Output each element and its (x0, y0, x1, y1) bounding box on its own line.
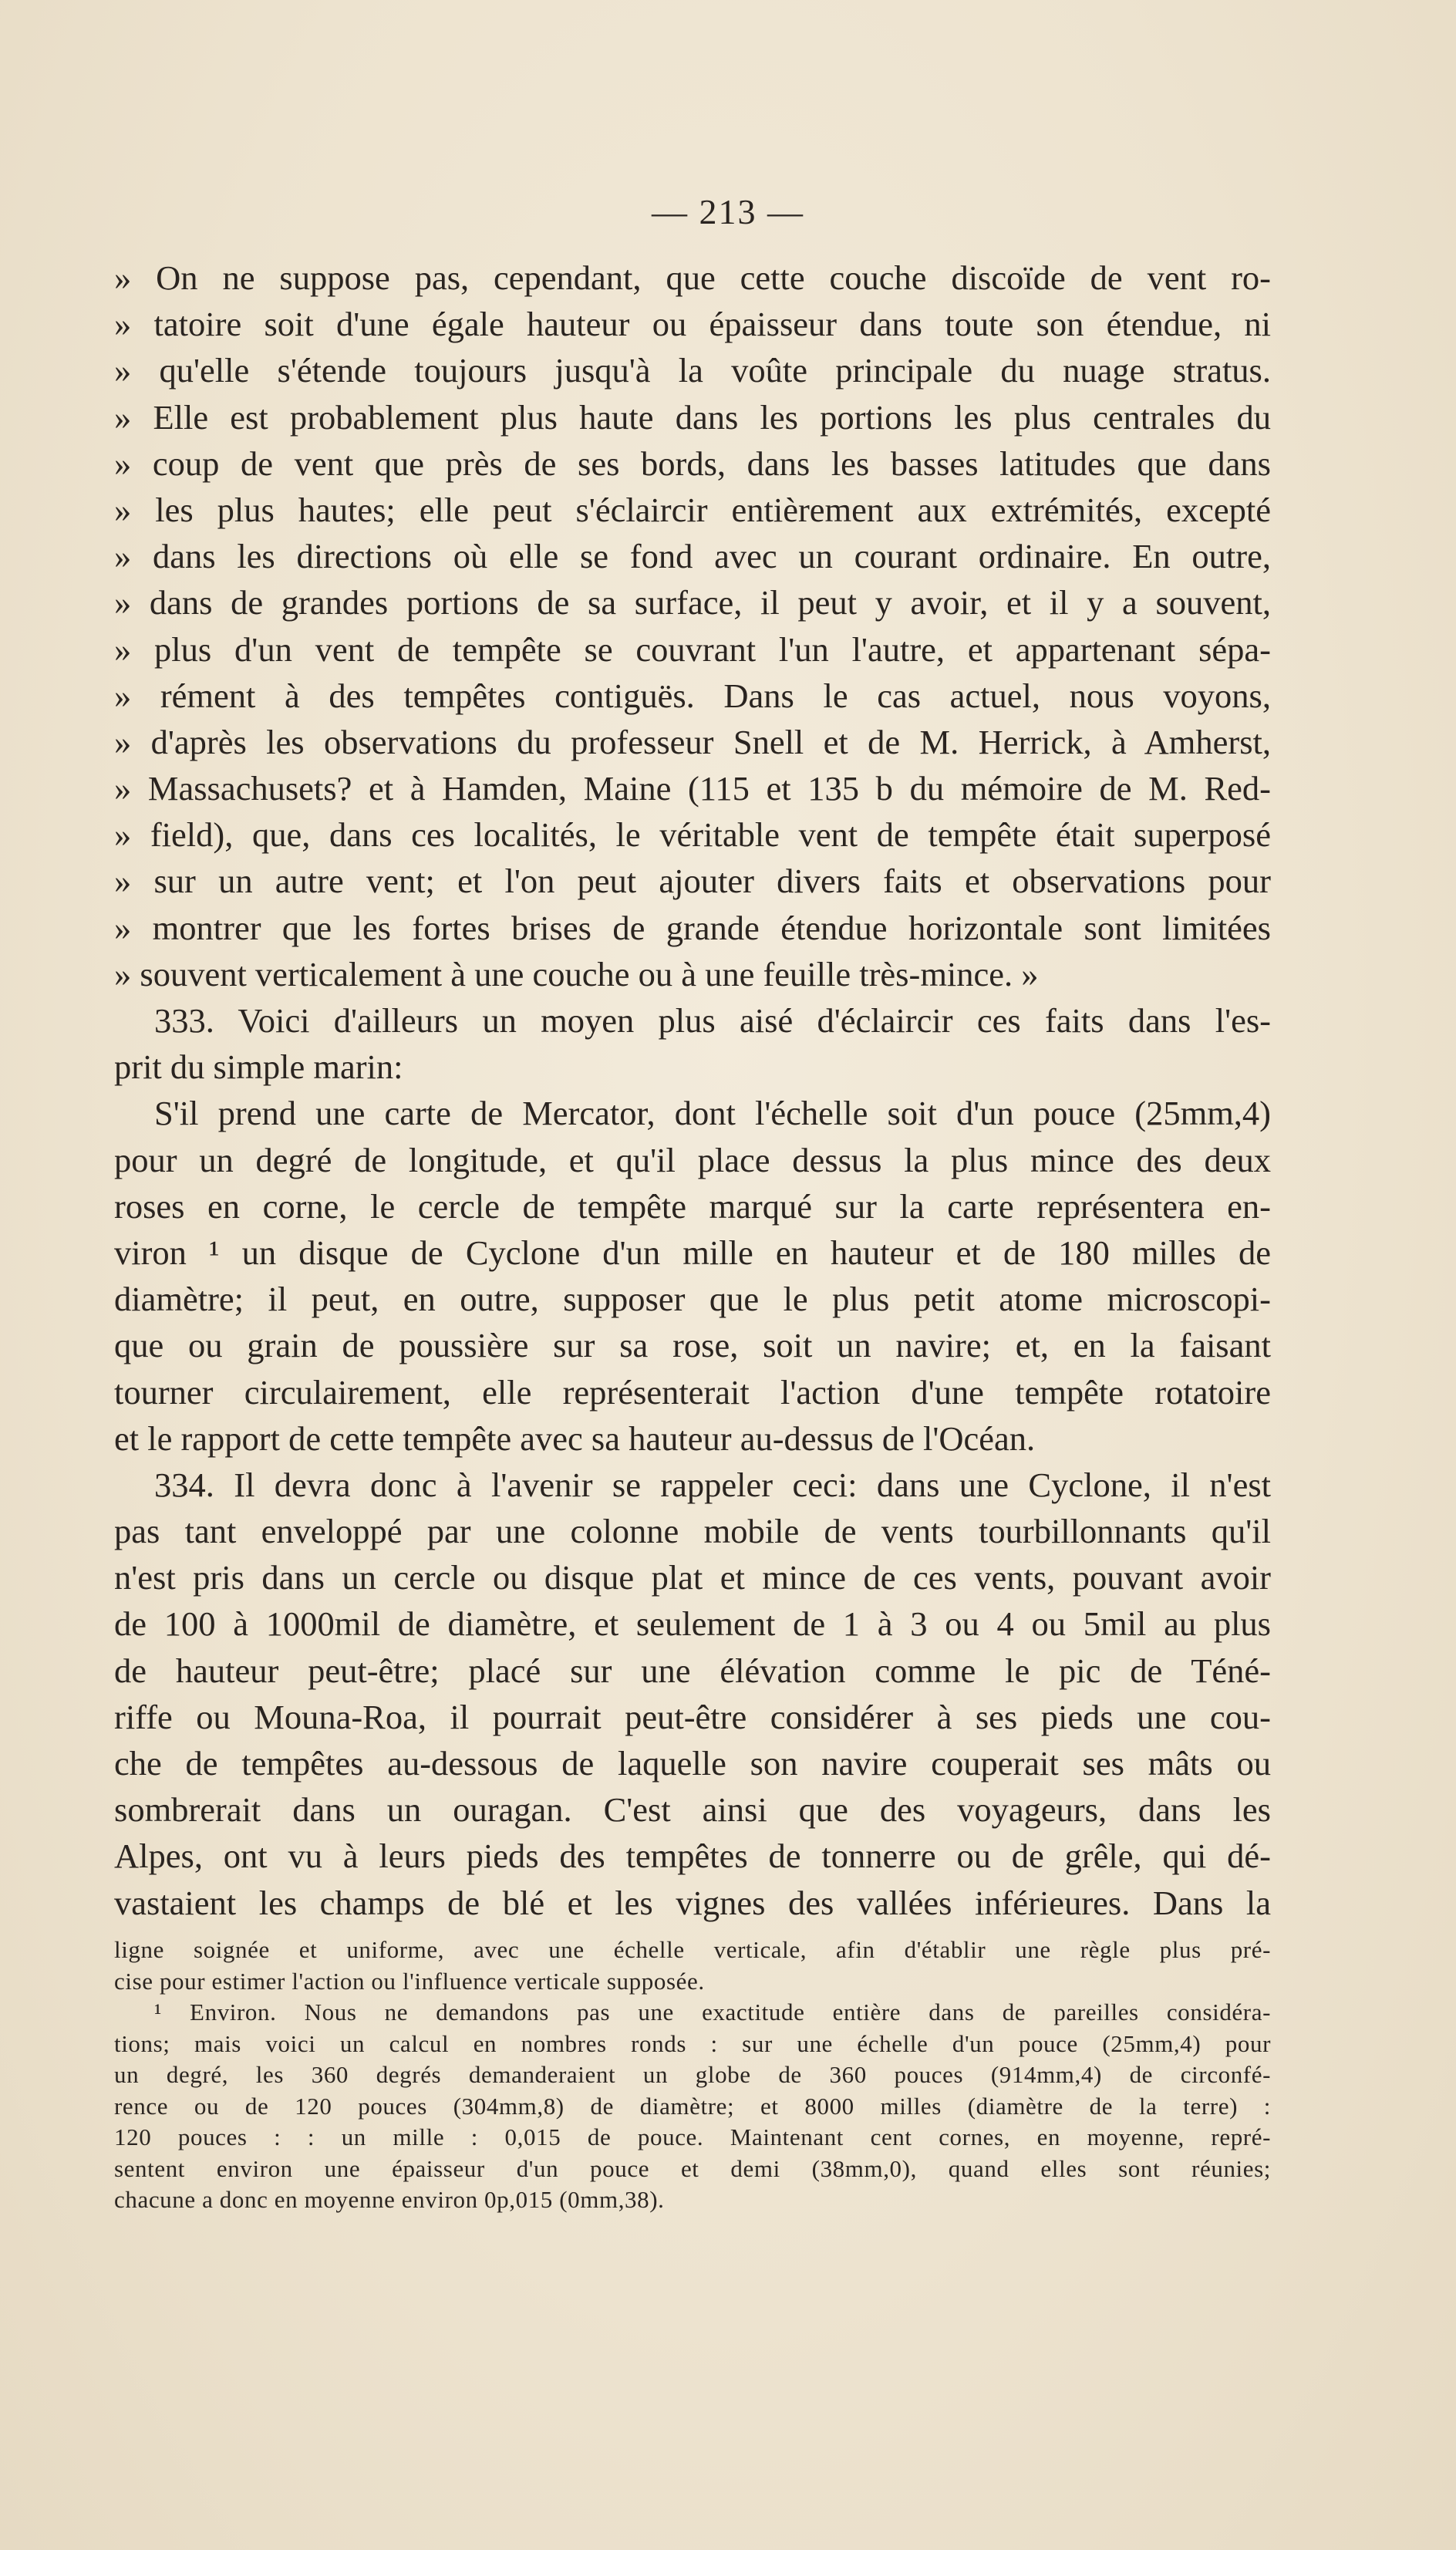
text-line: que ou grain de poussière sur sa rose, soit un navire; et, en la faisant (114, 1326, 1271, 1365)
paragraph-334-start: 334. Il devra donc à l'avenir se rappeler ceci: dans une Cyclone, il n'est (154, 1465, 1271, 1504)
text-line: sombrerait dans un ouragan. C'est ainsi que des voyageurs, dans les (114, 1790, 1271, 1830)
text-line: » Massachusets? et à Hamden, Maine (115 et 135 b du mémoire de M. Red- (114, 769, 1271, 808)
footnote-line: rence ou de 120 pouces (304mm,8) de diamètre; et 8000 milles (diamètre de la terre) : (114, 2092, 1271, 2120)
text-line: » coup de vent que près de ses bords, dans les basses latitudes que dans (114, 444, 1271, 483)
footnote-line: ligne soignée et uniforme, avec une échelle verticale, afin d'établir une règle plus pré- (114, 1936, 1271, 1963)
footnotes (114, 1934, 1271, 2216)
text-line: » Elle est probablement plus haute dans les portions les plus centrales du (114, 397, 1271, 437)
text-line: tourner circulairement, elle représenterait l'action d'une tempête rotatoire (114, 1372, 1271, 1412)
text-line: » souvent verticalement à une couche ou à une feuille très-mince. » (114, 954, 1039, 993)
text-line: pas tant enveloppé par une colonne mobile de vents tourbillonnants qu'il (114, 1512, 1271, 1551)
text-line: » les plus hautes; elle peut s'éclaircir entièrement aux extrémités, excepté (114, 490, 1271, 529)
text-line: diamètre; il peut, en outre, supposer que le plus petit atome microscopi- (114, 1280, 1271, 1319)
text-line: roses en corne, le cercle de tempête marqué sur la carte représentera en- (114, 1186, 1271, 1226)
text-line: » montrer que les fortes brises de grande étendue horizontale sont limitées (114, 908, 1271, 947)
text-line: de 100 à 1000mil de diamètre, et seulement de 1 à 3 ou 4 ou 5mil au plus (114, 1604, 1271, 1644)
text-line: » On ne suppose pas, cependant, que cette couche discoïde de vent ro- (114, 258, 1271, 297)
footnote-line: cise pour estimer l'action ou l'influence verticale supposée. (114, 1967, 705, 1995)
text-line: » dans de grandes portions de sa surface, il peut y avoir, et il y a souvent, (114, 583, 1271, 622)
text-line: et le rapport de cette tempête avec sa hauteur au-dessus de l'Océan. (114, 1418, 1036, 1458)
paragraph-333-start: 333. Voici d'ailleurs un moyen plus aisé d'éclaircir ces faits dans l'es- (154, 1001, 1271, 1040)
text-line: che de tempêtes au-dessous de laquelle son navire couperait ses mâts ou (114, 1744, 1271, 1783)
text-line: » rément à des tempêtes contiguës. Dans le cas actuel, nous voyons, (114, 676, 1271, 715)
text-line: » tatoire soit d'une égale hauteur ou épaisseur dans toute son étendue, ni (114, 305, 1271, 344)
text-line: » d'après les observations du professeur Snell et de M. Herrick, à Amherst, (114, 722, 1271, 761)
text-line: Alpes, ont vu à leurs pieds des tempêtes de tonnerre ou de grêle, qui dé- (114, 1837, 1271, 1876)
text-line: viron ¹ un disque de Cyclone d'un mille en hauteur et de 180 milles de (114, 1233, 1271, 1272)
footnote-line: sentent environ une épaisseur d'un pouce et demi (38mm,0), quand elles sont réunies; (114, 2154, 1271, 2182)
main-text (114, 255, 1271, 1926)
text-line: riffe ou Mouna-Roa, il pourrait peut-être considérer à ses pieds une cou- (114, 1697, 1271, 1736)
text-line: » plus d'un vent de tempête se couvrant l'un l'autre, et appartenant sépa- (114, 629, 1271, 669)
text-line: » qu'elle s'étende toujours jusqu'à la voûte principale du nuage stratus. (114, 351, 1271, 390)
text-line: » dans les directions où elle se fond avec un courant ordinaire. En outre, (114, 537, 1271, 576)
footnote-line: chacune a donc en moyenne environ 0p,015 (0mm,38). (114, 2186, 665, 2213)
text-line: » field), que, dans ces localités, le véritable vent de tempête était superposé (114, 815, 1271, 855)
footnote-1-start: ¹ Environ. Nous ne demandons pas une exactitude entière dans de pareilles considéra- (154, 1999, 1271, 2025)
footnote-line: 120 pouces : : un mille : 0,015 de pouce. Maintenant cent cornes, en moyenne, repré- (114, 2123, 1271, 2150)
footnote-line: tions; mais voici un calcul en nombres ronds : sur une échelle d'un pouce (25mm,4) pour (114, 2029, 1271, 2057)
text-line: S'il prend une carte de Mercator, dont l'échelle soit d'un pouce (25mm,4) (154, 1094, 1271, 1133)
text-line: prit du simple marin: (114, 1047, 403, 1087)
text-line: pour un degré de longitude, et qu'il place dessus la plus mince des deux (114, 1140, 1271, 1179)
page-number: — 213 — (652, 192, 804, 231)
text-line: » sur un autre vent; et l'on peut ajouter divers faits et observations pour (114, 862, 1271, 901)
text-line: vastaient les champs de blé et les vignes des vallées inférieures. Dans la (114, 1883, 1271, 1922)
footnote-line: un degré, les 360 degrés demanderaient un globe de 360 pouces (914mm,4) de circonfé- (114, 2061, 1271, 2088)
text-line: de hauteur peut-être; placé sur une élévation comme le pic de Téné- (114, 1651, 1271, 1690)
text-line: n'est pris dans un cercle ou disque plat et mince de ces vents, pouvant avoir (114, 1558, 1271, 1597)
